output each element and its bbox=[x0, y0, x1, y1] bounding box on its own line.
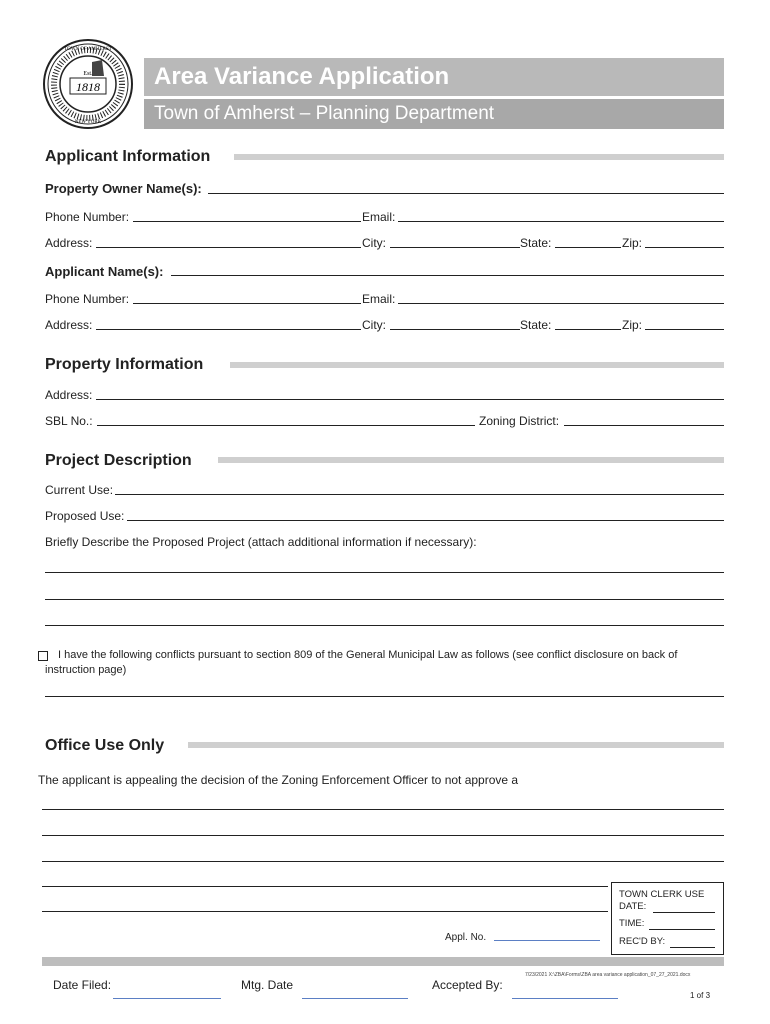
appl-no-field[interactable] bbox=[494, 940, 600, 941]
office-line-4 bbox=[42, 886, 608, 887]
clerk-date-label: DATE: bbox=[619, 901, 647, 912]
owner-email-field[interactable] bbox=[398, 221, 724, 222]
state-label: State: bbox=[520, 236, 552, 250]
clerk-title: TOWN CLERK USE bbox=[619, 889, 705, 900]
seal-top-text: TOWN OF AMHERST bbox=[64, 47, 112, 52]
office-line-2 bbox=[42, 835, 724, 836]
owner-state-field[interactable] bbox=[555, 247, 621, 248]
zoning-field[interactable] bbox=[564, 425, 724, 426]
clerk-time-field[interactable] bbox=[649, 929, 715, 930]
appl-no-label: Appl. No. bbox=[445, 932, 487, 943]
date-filed-label: Date Filed: bbox=[53, 978, 112, 992]
clerk-date-field[interactable] bbox=[653, 912, 715, 913]
page-subtitle: Town of Amherst – Planning Department bbox=[154, 103, 495, 124]
email-label: Email: bbox=[362, 292, 396, 306]
applicant-city-field[interactable] bbox=[390, 329, 520, 330]
applicant-zip-field[interactable] bbox=[645, 329, 724, 330]
section-rule bbox=[188, 742, 724, 748]
accepted-by-field[interactable] bbox=[512, 998, 618, 999]
applicant-address-field[interactable] bbox=[96, 329, 361, 330]
office-line-5 bbox=[42, 911, 608, 912]
zip-label: Zip: bbox=[622, 318, 643, 332]
city-label: City: bbox=[362, 318, 386, 332]
page-number: 1 of 3 bbox=[690, 991, 711, 1000]
applicant-phone-field[interactable] bbox=[133, 303, 361, 304]
clerk-recd-label: REC'D BY: bbox=[619, 936, 666, 947]
conflict-text-line1: I have the following conflicts pursuant to section 809 of the General Municipal Law as follows (see conflict disclosure on back of bbox=[58, 649, 678, 661]
sbl-field[interactable] bbox=[97, 425, 475, 426]
owner-phone-field[interactable] bbox=[133, 221, 361, 222]
section-rule bbox=[230, 362, 724, 368]
applicant-heading: Applicant Information bbox=[45, 148, 211, 165]
describe-line-3[interactable] bbox=[45, 625, 724, 626]
seal-year: 1818 bbox=[76, 80, 100, 94]
owner-label: Property Owner Name(s): bbox=[45, 181, 202, 196]
phone-label: Phone Number: bbox=[45, 292, 130, 306]
current-use-field[interactable] bbox=[115, 494, 724, 495]
date-filed-field[interactable] bbox=[113, 998, 221, 999]
section-rule bbox=[234, 154, 724, 160]
proposed-use-field[interactable] bbox=[127, 520, 724, 521]
zip-label: Zip: bbox=[622, 236, 643, 250]
property-heading: Property Information bbox=[45, 356, 204, 373]
owner-zip-field[interactable] bbox=[645, 247, 724, 248]
subtitle-bar bbox=[144, 99, 724, 129]
property-address-label: Address: bbox=[45, 388, 93, 402]
describe-line-2[interactable] bbox=[45, 599, 724, 600]
conflict-line[interactable] bbox=[45, 696, 724, 697]
section-rule bbox=[218, 457, 724, 463]
town-seal bbox=[42, 38, 134, 130]
applicant-state-field[interactable] bbox=[555, 329, 621, 330]
accepted-by-label: Accepted By: bbox=[432, 978, 503, 992]
address-label: Address: bbox=[45, 318, 93, 332]
file-reference: 7/23/2021 X:\ZBA\Forms\ZBA area variance application_07_27_2021.docx bbox=[525, 972, 691, 978]
town-clerk-box bbox=[611, 882, 724, 955]
describe-line-1[interactable] bbox=[45, 572, 724, 573]
mtg-date-label: Mtg. Date bbox=[241, 978, 294, 992]
email-label: Email: bbox=[362, 210, 396, 224]
appeal-text: The applicant is appealing the decision of the Zoning Enforcement Officer to not approve a bbox=[38, 773, 519, 787]
title-bar bbox=[144, 58, 724, 96]
applicant-name-field[interactable] bbox=[171, 275, 724, 276]
describe-label: Briefly Describe the Proposed Project (attach additional information if necessary): bbox=[45, 535, 477, 549]
sbl-label: SBL No.: bbox=[45, 414, 93, 428]
address-label: Address: bbox=[45, 236, 93, 250]
office-line-1 bbox=[42, 809, 724, 810]
owner-name-field[interactable] bbox=[208, 193, 724, 194]
owner-address-field[interactable] bbox=[96, 247, 361, 248]
proposed-use-label: Proposed Use: bbox=[45, 509, 125, 523]
mtg-date-field[interactable] bbox=[302, 998, 408, 999]
page-title: Area Variance Application bbox=[154, 63, 450, 90]
footer-bar bbox=[42, 957, 724, 966]
project-heading: Project Description bbox=[45, 452, 192, 469]
zoning-label: Zoning District: bbox=[479, 414, 560, 428]
clerk-time-label: TIME: bbox=[619, 918, 645, 929]
property-address-field[interactable] bbox=[96, 399, 724, 400]
current-use-label: Current Use: bbox=[45, 483, 114, 497]
state-label: State: bbox=[520, 318, 552, 332]
city-label: City: bbox=[362, 236, 386, 250]
seal-est: Est. bbox=[83, 71, 93, 77]
office-heading: Office Use Only bbox=[45, 737, 165, 754]
clerk-recd-field[interactable] bbox=[670, 947, 715, 948]
applicant-email-field[interactable] bbox=[398, 303, 724, 304]
phone-label: Phone Number: bbox=[45, 210, 130, 224]
conflict-text-line2: instruction page) bbox=[45, 664, 127, 676]
conflict-checkbox[interactable] bbox=[38, 651, 48, 661]
office-line-3 bbox=[42, 861, 724, 862]
owner-city-field[interactable] bbox=[390, 247, 520, 248]
applicant-name-label: Applicant Name(s): bbox=[45, 264, 164, 279]
seal-bottom-text: NEW YORK bbox=[74, 120, 102, 125]
